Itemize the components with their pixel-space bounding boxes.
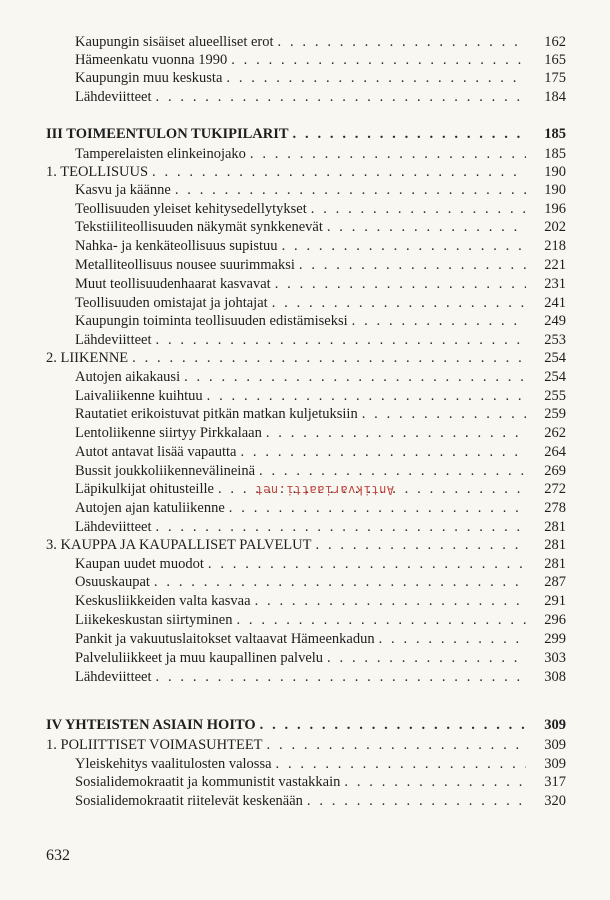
toc-entry-page: 175 [526,69,566,87]
toc-entry-title: Osuuskaupat [75,574,150,590]
dot-leader [255,592,566,610]
toc-entry [75,69,566,87]
toc-entry [75,294,566,312]
toc-entry [75,218,566,236]
toc-entry-title: Metalliteollisuus nousee suurimmaksi [75,257,295,273]
dot-leader [132,349,566,367]
toc-entry-page: 162 [526,33,566,51]
toc-entry [75,200,566,218]
toc-entry-title: Bussit joukkoliikennevälineinä [75,463,256,479]
toc-entry-title: IV YHTEISTEN ASIAIN HOITO [46,717,256,733]
toc-entry-title: Keskusliikkeiden valta kasvaa [75,593,251,609]
toc-entry-title: Autojen aikakausi [75,369,181,385]
toc-entry-page: 317 [526,773,566,791]
toc-entry-page: 303 [526,649,566,667]
dot-leader [272,294,566,312]
dot-leader [293,125,566,143]
toc-entry [75,555,566,573]
toc-entry-title: Palveluliikkeet ja muu kaupallinen palvelu [75,650,324,666]
dot-leader [275,275,566,293]
toc-entry-page: 320 [526,792,566,810]
toc-entry [46,163,566,181]
toc-entry-title: Kasvu ja käänne [75,182,171,198]
toc-entry [75,331,566,349]
toc-entry-title: Yleiskehitys vaalitulosten valossa [75,756,272,772]
toc-entry-page: 253 [526,331,566,349]
toc-entry-page: 249 [526,312,566,330]
toc-entry [75,630,566,648]
toc-entry-page: 281 [526,518,566,536]
dot-leader [156,331,567,349]
toc-entry-page: 185 [526,145,566,163]
dot-leader [156,668,567,686]
toc-entry-title: Pankit ja vakuutuslaitokset valtaavat Hämeenkadun [75,631,375,647]
toc-entry-title: Laivaliikenne kuihtuu [75,388,203,404]
toc-entry-title: Lähdeviitteet [75,89,152,105]
toc-entry-page: 281 [526,536,566,554]
toc-entry [46,125,566,143]
toc-entry-page: 272 [526,480,566,498]
dot-leader [154,573,566,591]
toc-entry-page: 190 [526,181,566,199]
toc-entry [46,349,566,367]
toc-entry-title: Sosialidemokraatit ja kommunistit vastakkain [75,774,341,790]
toc-entry-page: 278 [526,499,566,517]
dot-leader [236,611,566,629]
toc-entry [75,275,566,293]
dot-leader [231,51,566,69]
toc-entry-title: Autojen ajan katuliikenne [75,500,225,516]
dot-leader [207,387,566,405]
toc-entry-page: 190 [526,163,566,181]
dot-leader [156,88,567,106]
dot-leader [259,462,566,480]
dot-leader [208,555,566,573]
toc-entry-title: Lähdeviitteet [75,669,152,685]
toc-entry-page: 196 [526,200,566,218]
toc-entry [75,573,566,591]
toc-entry-title: 1. POLIITTISET VOIMASUHTEET [46,737,263,753]
toc-entry-title: 1. TEOLLISUUS [46,164,149,180]
toc-entry-title: Kaupungin sisäiset alueelliset erot [75,34,274,50]
toc-entry [75,33,566,51]
toc-entry-title: Muut teollisuudenhaarat kasvavat [75,276,271,292]
toc-entry [75,792,566,810]
toc-entry [75,518,566,536]
toc-entry-title: Lentoliikenne siirtyy Pirkkalaan [75,425,262,441]
toc-entry-page: 309 [526,755,566,773]
toc-entry-page: 241 [526,294,566,312]
dot-leader [278,33,566,51]
toc-entry-title: 2. LIIKENNE [46,350,129,366]
dot-leader [226,69,566,87]
toc-entry [75,668,566,686]
dot-leader [276,755,566,773]
toc-entry-title: Tamperelaisten elinkeinojako [75,146,246,162]
dot-leader [240,443,566,461]
toc-entry-title: Lähdeviitteet [75,519,152,535]
toc-entry-page: 269 [526,462,566,480]
toc-entry-title: Rautatiet erikoistuvat pitkän matkan kuljetuksiin [75,406,358,422]
toc-entry-title: Kaupan uudet muodot [75,556,204,572]
toc-entry [46,716,566,734]
toc-entry [75,237,566,255]
dot-leader [175,181,566,199]
toc-entry-title: Autot antavat lisää vapautta [75,444,237,460]
toc-entry [75,405,566,423]
toc-entry-title: Nahka- ja kenkäteollisuus supistuu [75,238,278,254]
toc-entry-page: 221 [526,256,566,274]
toc-entry [75,181,566,199]
toc-entry-title: Teollisuuden yleiset kehitysedellytykset [75,201,307,217]
toc-entry-title: Sosialidemokraatit riitelevät keskenään [75,793,303,809]
dot-leader [260,716,566,734]
toc-entry [75,387,566,405]
toc-entry-page: 308 [526,668,566,686]
toc-entry-page: 254 [526,349,566,367]
dot-leader [250,145,566,163]
toc-entry-title: 3. KAUPPA JA KAUPALLISET PALVELUT [46,537,312,553]
toc-entry-page: 264 [526,443,566,461]
dot-leader [152,163,566,181]
toc-entry [46,536,566,554]
toc-entry-title: Kaupungin muu keskusta [75,70,223,86]
toc-entry-title: Läpikulkijat ohitusteille [75,481,214,497]
toc-entry-page: 255 [526,387,566,405]
toc-entry [75,443,566,461]
toc-entry-title: Teollisuuden omistajat ja johtajat [75,295,268,311]
dot-leader [184,368,566,386]
toc-entry [75,368,566,386]
toc-entry [75,424,566,442]
toc-entry [75,462,566,480]
toc-entry-page: 165 [526,51,566,69]
toc-entry-page: 202 [526,218,566,236]
toc-entry [75,51,566,69]
toc-entry [75,773,566,791]
dot-leader [267,736,566,754]
toc-entry [75,611,566,629]
toc-entry-page: 287 [526,573,566,591]
toc-entry [75,592,566,610]
toc-entry [75,499,566,517]
toc-entry-page: 184 [526,88,566,106]
toc-entry [75,755,566,773]
toc-entry-title: Tekstiiliteollisuuden näkymät synkkenevät [75,219,323,235]
toc-entry-title: Liikekeskustan siirtyminen [75,612,233,628]
toc-entry-title: Kaupungin toiminta teollisuuden edistämiseksi [75,313,348,329]
dot-leader [229,499,566,517]
dot-leader [156,518,567,536]
toc-entry [75,256,566,274]
toc-entry-page: 309 [526,716,566,734]
toc-entry-page: 299 [526,630,566,648]
toc-entry-title: Hämeenkatu vuonna 1990 [75,52,228,68]
toc-entry-page: 218 [526,237,566,255]
toc-entry-page: 254 [526,368,566,386]
toc-entry-page: 291 [526,592,566,610]
toc-entry-page: 185 [526,125,566,143]
toc-entry-title: III TOIMEENTULON TUKIPILARIT [46,126,289,142]
toc-entry-page: 259 [526,405,566,423]
toc-entry [75,649,566,667]
toc-entry-page: 281 [526,555,566,573]
toc-entry [46,736,566,754]
toc-entry-page: 296 [526,611,566,629]
dot-leader [266,424,566,442]
toc-entry-title: Lähdeviitteet [75,332,152,348]
dot-leader [282,237,566,255]
toc-entry [75,312,566,330]
toc-entry [75,145,566,163]
toc-entry-page: 262 [526,424,566,442]
page-number: 632 [46,847,70,864]
toc-entry [75,88,566,106]
toc-entry-page: 231 [526,275,566,293]
toc-entry-page: 309 [526,736,566,754]
watermark: Antikvariaatti.net [255,483,395,497]
